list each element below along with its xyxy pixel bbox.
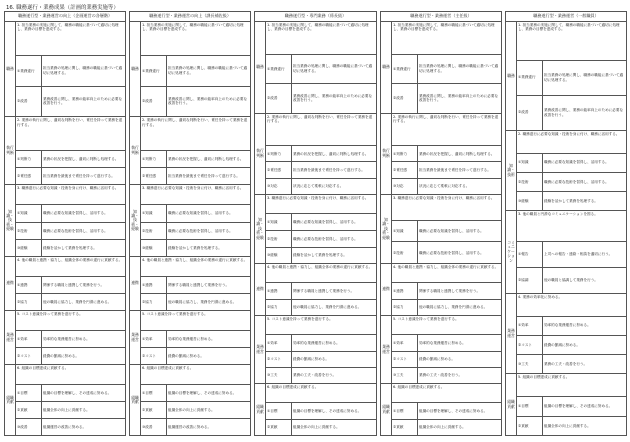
item-text: 職務に必要な技術を習得し、活用する。 (42, 222, 126, 239)
category-label: 組織貢献 (130, 364, 141, 435)
column-header: 職務遂行型・業務運営（主任級） (381, 12, 502, 22)
item-text: 組織の目標を理解し、その達成に努める。 (292, 403, 377, 419)
item-label: ②責任感 (392, 162, 418, 178)
item-text: 他の職員に協力し、業務を円滑に進める。 (167, 294, 251, 311)
item-label: ③経験 (141, 239, 167, 256)
criterion-description: 4. 業務の効率化に努める。 (517, 293, 627, 316)
item-label: ②技術 (141, 222, 167, 239)
criterion-description: 5. コスト意識を持って業務を遂行する。 (392, 315, 502, 334)
item-label: ①効率 (266, 335, 292, 351)
item-label: ②技術 (266, 231, 292, 248)
item-text: 経験を活かして業務を処理する。 (292, 247, 377, 264)
item-text: 組織全体の向上に貢献する。 (543, 416, 627, 435)
item-label: ②コスト (517, 335, 543, 354)
item-text: 組織の目標を理解し、その達成に努める。 (543, 397, 627, 416)
grade-table (129, 11, 251, 436)
grade-table (254, 11, 377, 436)
criterion-description: 3. 職務遂行に必要な知識・技術を身に付け、職務に活用する。 (266, 194, 377, 214)
item-label: ②貢献 (266, 419, 292, 435)
item-text: 組織全体の向上に貢献する。 (292, 419, 377, 435)
item-text: 関係する職員と連携して業務を行う。 (292, 283, 377, 299)
criterion-description: 1. 担当業務の実施に関して、職務の職能に基づいて適切に処理し、業務の目標を達成する。 (266, 22, 377, 55)
item-label: ②コスト (141, 348, 167, 365)
item-text: 経費の節減に努める。 (167, 348, 251, 365)
item-text: 経費の節減に努める。 (418, 351, 502, 367)
item-label: ③経験 (517, 192, 543, 211)
category-label: 業務運営 (255, 315, 266, 383)
item-label: ②貢献 (517, 416, 543, 435)
item-text: 経費の節減に努める。 (42, 348, 126, 365)
item-label: ②責任感 (141, 168, 167, 185)
criterion-description: 2. 業務の執行に関し、適切な判断を行い、責任を持って業務を遂行する。 (141, 117, 251, 151)
item-label: ①効率 (517, 316, 543, 335)
item-text: 担当業務の処理に関し、職務の職能に基づいて適切に処理する。 (543, 60, 627, 95)
grade-column (4, 11, 125, 436)
item-text: 担当業務を最後まで責任を持って遂行する。 (292, 162, 377, 178)
item-text: 状況に応じて柔軟に対応する。 (292, 178, 377, 194)
category-label: コミュニケーション (506, 211, 517, 293)
item-text: 業務の工夫・改善を行う。 (418, 367, 502, 383)
item-text: 職務に必要な知識を習得し、活用する。 (292, 214, 377, 231)
item-text: 効率的な業務運営に努める。 (418, 335, 502, 351)
item-label: ①効率 (141, 331, 167, 348)
item-label: ②改善 (266, 84, 292, 114)
criterion-description: 1. 担当業務の実施に関して、職務の職能に基づいて適切に処理し、業務の目標を達成する。 (392, 22, 502, 55)
category-label: 知識・技術 (506, 130, 517, 211)
item-text: 効率的な業務運営に努める。 (543, 316, 627, 335)
category-label: 連携 (255, 264, 266, 316)
item-label: ①目標 (16, 385, 42, 402)
item-text: 職務に必要な知識を習得し、活用する。 (42, 205, 126, 222)
criterion-description: 3. 職務遂行に必要な知識・技術を身に付け、職務に活用する。 (16, 185, 126, 205)
item-label: ③経験 (16, 239, 42, 256)
column-header: 職務遂行型・業務運営の向上（企画運営の各層階） (5, 12, 126, 22)
item-label: ①知識 (16, 205, 42, 222)
item-text: 組織運営の改善に努める。 (42, 418, 126, 435)
item-label: ③工夫 (392, 367, 418, 383)
item-label: ①連携 (266, 283, 292, 299)
item-label: ③工夫 (266, 367, 292, 383)
category-label: 業務運営 (130, 311, 141, 365)
item-label: ②責任感 (266, 162, 292, 178)
item-text: 業務の状況を把握し、適切に判断し処理する。 (167, 151, 251, 168)
item-text: 経験を活かして業務を処理する。 (42, 239, 126, 256)
item-label: ①連携 (16, 277, 42, 294)
item-label: ③工夫 (517, 355, 543, 374)
category-label: 執行判断 (5, 117, 16, 185)
category-label: 連携 (381, 264, 392, 316)
item-text: 担当業務の処理に関し、職務の職能に基づいて適切に処理する。 (167, 55, 251, 86)
item-label: ②改善 (141, 86, 167, 117)
item-label: ②協調 (517, 267, 543, 293)
item-text: 上司への報告・連絡・相談を適切に行う。 (543, 242, 627, 268)
category-label: 組織貢献 (255, 384, 266, 436)
criterion-description: 2. 業務の執行に関し、適切な判断を行い、責任を持って業務を遂行する。 (392, 113, 502, 146)
criterion-description: 4. 他の職員と連携・協力し、組織全体の業務の遂行に貢献する。 (141, 257, 251, 277)
item-text: 効率的な業務運営に努める。 (292, 335, 377, 351)
item-label: ②コスト (16, 348, 42, 365)
item-text: 他の職員に協力し、業務を円滑に進める。 (42, 294, 126, 311)
category-label: 知識・技術・経験 (255, 194, 266, 263)
item-text: 経験を活かして業務を処理する。 (167, 239, 251, 256)
category-label: 業務運営 (381, 315, 392, 383)
item-label: ①目標 (392, 403, 418, 419)
item-text: 業務改善に関し、業務の能率向上のために必要な改善を行う。 (42, 86, 126, 117)
item-label: ②改善 (16, 86, 42, 117)
category-label: 職務 (130, 22, 141, 117)
category-label: 組織貢献 (5, 364, 16, 435)
item-label: ①目標 (517, 397, 543, 416)
item-label: ②貢献 (141, 401, 167, 418)
grade-table (505, 11, 627, 436)
category-label: 業務運営 (5, 311, 16, 365)
category-label: 執行判断 (130, 117, 141, 185)
item-text: 担当業務を最後まで責任を持って遂行する。 (167, 168, 251, 185)
item-text: 業務の状況を把握し、適切に判断し処理する。 (292, 146, 377, 162)
column-header: 職務遂行型・業務運営の向上（課長補佐級） (130, 12, 251, 22)
category-label: 組織貢献 (381, 384, 392, 436)
item-label: ①目標 (141, 385, 167, 402)
grade-column (254, 11, 376, 436)
criterion-description: 4. 他の職員と連携・協力し、組織全体の業務の遂行に貢献する。 (16, 257, 126, 277)
item-label: ②コスト (392, 351, 418, 367)
criterion-description: 2. 業務の執行に関し、適切な判断を行い、責任を持って業務を遂行する。 (266, 113, 377, 146)
item-label: ③対応 (266, 178, 292, 194)
item-text: 経費の節減に努める。 (292, 351, 377, 367)
item-label: ①判断力 (392, 146, 418, 162)
item-label: ①効率 (16, 331, 42, 348)
criterion-description: 6. 組織の目標達成に貢献する。 (266, 384, 377, 403)
item-label: ②改善 (392, 84, 418, 114)
item-text: 業務改善に関し、業務の能率向上のために必要な改善を行う。 (543, 95, 627, 130)
item-label: ①判断力 (266, 146, 292, 162)
category-label: 職務 (506, 22, 517, 131)
item-text: 状況に応じて柔軟に対応する。 (418, 178, 502, 194)
item-label: ①業務遂行 (517, 60, 543, 95)
item-label: ①業務遂行 (392, 54, 418, 84)
item-label: ②責任感 (16, 168, 42, 185)
grade-table (4, 11, 126, 436)
item-text: 業務の工夫・改善を行う。 (292, 367, 377, 383)
item-text: 職務に必要な知識を習得し、活用する。 (418, 220, 502, 242)
category-label: 業務運営 (506, 293, 517, 374)
item-text: 他の職員に協力し、業務を円滑に進める。 (418, 299, 502, 315)
item-text: 他の職員と協調して業務を行う。 (543, 267, 627, 293)
criterion-description: 3. 職務遂行に必要な知識・技術を身に付け、職務に活用する。 (141, 185, 251, 205)
item-text: 職務に必要な技術を習得し、活用する。 (292, 231, 377, 248)
criterion-description: 3. 他の職員と円滑なコミュニケーションを図る。 (517, 211, 627, 242)
item-label: ②協力 (392, 299, 418, 315)
criterion-description: 2. 職務遂行に必要な知識・技術を身に付け、職務に活用する。 (517, 130, 627, 153)
criterion-description: 5. コスト意識を持って業務を遂行する。 (141, 311, 251, 331)
category-label: 知識・技術・経験 (381, 194, 392, 263)
item-label: ②貢献 (392, 419, 418, 435)
item-text: 担当業務の処理に関し、職務の職能に基づいて適切に処理する。 (418, 54, 502, 84)
item-label: ②コスト (266, 351, 292, 367)
criterion-description: 5. コスト意識を持って業務を遂行する。 (266, 315, 377, 334)
category-label: 組織貢献 (506, 374, 517, 436)
category-label: 連携 (130, 257, 141, 311)
item-label: ①目標 (266, 403, 292, 419)
criterion-description: 1. 担当業務の実施に関して、職務の職能に基づいて適切に処理し、業務の目標を達成する。 (141, 22, 251, 56)
evaluation-sheet (4, 11, 626, 436)
grade-table (380, 11, 502, 436)
item-label: ③経験 (266, 247, 292, 264)
item-text: 職務に必要な知識を習得し、活用する。 (543, 153, 627, 172)
item-text: 担当業務の処理に関し、職務の職能に基づいて適切に処理する。 (292, 54, 377, 84)
item-label: ①判断力 (141, 151, 167, 168)
item-text: 職務に必要な技術を習得し、活用する。 (167, 222, 251, 239)
column-header: 職務遂行型・専門業務（係長級） (255, 12, 377, 22)
criterion-description: 4. 他の職員と連携・協力し、組織全体の業務の遂行に貢献する。 (392, 264, 502, 283)
grade-column (380, 11, 501, 436)
criterion-description: 5. 組織の目標達成に貢献する。 (517, 374, 627, 397)
item-label: ③改善 (141, 418, 167, 435)
category-label: 執行判断 (381, 113, 392, 194)
item-label: ①連携 (392, 283, 418, 299)
item-text: 関係する職員と連携して業務を行う。 (42, 277, 126, 294)
item-label: ②協力 (16, 294, 42, 311)
item-text: 業務改善に関し、業務の能率向上のために必要な改善を行う。 (418, 84, 502, 114)
item-text: 業務の状況を把握し、適切に判断し処理する。 (42, 151, 126, 168)
category-label: 知識・技術・経験 (130, 185, 141, 257)
document-header: 16. 職務遂行・業務成果（計画的業務実施等） (6, 5, 119, 11)
item-label: ③改善 (16, 418, 42, 435)
item-label: ②貢献 (16, 401, 42, 418)
item-text: 関係する職員と連携して業務を行う。 (418, 283, 502, 299)
item-text: 組織全体の向上に貢献する。 (42, 401, 126, 418)
criterion-description: 2. 業務の執行に関し、適切な判断を行い、責任を持って業務を遂行する。 (16, 117, 126, 151)
item-label: ②技術 (16, 222, 42, 239)
item-label: ①連携 (141, 277, 167, 294)
item-text: 効率的な業務運営に努める。 (42, 331, 126, 348)
item-label: ②改善 (517, 95, 543, 130)
item-text: 職務に必要な技術を習得し、活用する。 (418, 242, 502, 264)
item-text: 経験を活かして業務を処理する。 (543, 192, 627, 211)
item-label: ②技術 (392, 242, 418, 264)
item-label: ②協力 (141, 294, 167, 311)
item-text: 他の職員に協力し、業務を円滑に進める。 (292, 299, 377, 315)
category-label: 連携 (5, 257, 16, 311)
item-label: ①知識 (392, 220, 418, 242)
criterion-description: 6. 組織の目標達成に貢献する。 (141, 364, 251, 384)
grade-column (505, 11, 626, 436)
item-text: 職務に必要な技術を習得し、活用する。 (543, 172, 627, 191)
column-header: 職務遂行型・業務運営（一般職員） (506, 12, 627, 22)
criterion-description: 3. 職務遂行に必要な知識・技術を身に付け、職務に活用する。 (392, 194, 502, 220)
criterion-description: 5. コスト意識を持って業務を遂行する。 (16, 311, 126, 331)
category-label: 職務 (5, 22, 16, 117)
criterion-description: 6. 組織の目標達成に貢献する。 (16, 364, 126, 384)
item-label: ②協力 (266, 299, 292, 315)
item-text: 経費の節減に努める。 (543, 335, 627, 354)
item-text: 組織の目標を理解し、その達成に努める。 (167, 385, 251, 402)
item-label: ①業務遂行 (16, 55, 42, 86)
item-label: ①業務遂行 (141, 55, 167, 86)
item-label: ①知識 (517, 153, 543, 172)
criterion-description: 4. 他の職員と連携・協力し、組織全体の業務の遂行に貢献する。 (266, 264, 377, 283)
item-text: 担当業務を最後まで責任を持って遂行する。 (418, 162, 502, 178)
category-label: 職務 (255, 22, 266, 114)
item-text: 業務の状況を把握し、適切に判断し処理する。 (418, 146, 502, 162)
item-text: 業務改善に関し、業務の能率向上のために必要な改善を行う。 (167, 86, 251, 117)
item-text: 担当業務の処理に関し、職務の職能に基づいて適切に処理する。 (42, 55, 126, 86)
item-text: 関係する職員と連携して業務を行う。 (167, 277, 251, 294)
item-text: 職務に必要な知識を習得し、活用する。 (167, 205, 251, 222)
item-text: 業務の工夫・改善を行う。 (543, 355, 627, 374)
item-label: ①知識 (266, 214, 292, 231)
item-label: ①効率 (392, 335, 418, 351)
item-label: ②技術 (517, 172, 543, 191)
item-text: 組織全体の向上に貢献する。 (418, 419, 502, 435)
criterion-description: 1. 担当業務の実施に関して、職務の職能に基づいて適切に処理し、業務の目標を達成する。 (16, 22, 126, 56)
item-text: 業務改善に関し、業務の能率向上のために必要な改善を行う。 (292, 84, 377, 114)
item-label: ①報告 (517, 242, 543, 268)
item-text: 組織の目標を理解し、その達成に努める。 (42, 385, 126, 402)
item-text: 担当業務を最後まで責任を持って遂行する。 (42, 168, 126, 185)
item-text: 組織の目標を理解し、その達成に努める。 (418, 403, 502, 419)
item-text: 組織運営の改善に努める。 (167, 418, 251, 435)
criterion-description: 1. 担当業務の実施に関して、職務の職能に基づいて適切に処理し、業務の目標を達成する。 (517, 22, 627, 61)
item-text: 効率的な業務運営に努める。 (167, 331, 251, 348)
item-text: 組織全体の向上に貢献する。 (167, 401, 251, 418)
grade-column (129, 11, 250, 436)
category-label: 職務 (381, 22, 392, 114)
item-label: ①知識 (141, 205, 167, 222)
criterion-description: 6. 組織の目標達成に貢献する。 (392, 384, 502, 403)
item-label: ①業務遂行 (266, 54, 292, 84)
category-label: 執行判断 (255, 113, 266, 194)
category-label: 知識・技術・経験 (5, 185, 16, 257)
item-label: ③対応 (392, 178, 418, 194)
item-label: ①判断力 (16, 151, 42, 168)
